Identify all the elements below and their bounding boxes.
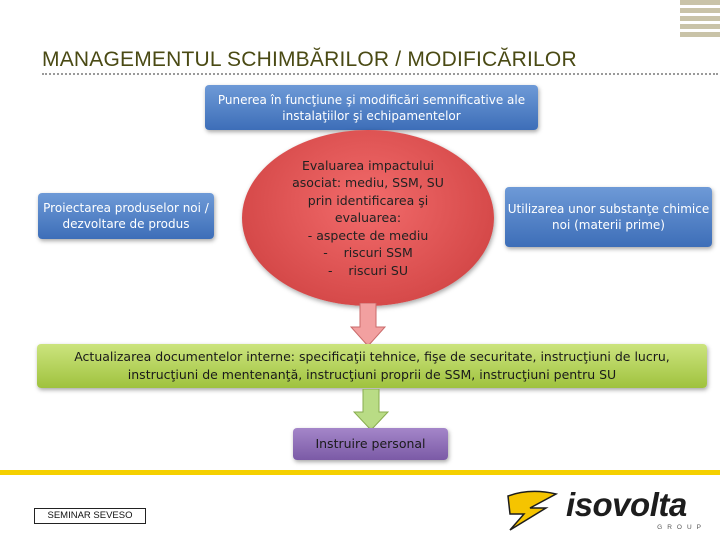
impact-line: - aspecte de mediu <box>307 227 429 243</box>
node-impact-assessment <box>242 130 494 306</box>
impact-assessment-text <box>292 157 444 280</box>
down-arrow-1 <box>350 303 386 347</box>
impact-line: evaluarea: <box>334 210 402 226</box>
impact-line: prin identificarea şi <box>307 192 429 208</box>
node-new-chemicals-label: Utilizarea unor substanţe chimice noi (materii prime) <box>507 202 710 232</box>
node-update-documents <box>37 344 707 388</box>
logo-wordmark: isovolta <box>566 486 687 523</box>
node-new-chemicals <box>505 187 712 247</box>
lightning-bolt-icon <box>500 486 562 532</box>
node-staff-training <box>293 428 448 460</box>
slide-title: MANAGEMENTUL SCHIMBĂRILOR / MODIFICĂRILOR <box>42 48 577 71</box>
node-new-product-design <box>38 193 214 239</box>
logo-group-label: GROUP <box>657 524 706 531</box>
corner-decoration <box>680 0 720 42</box>
staff-training-label: Instruire personal <box>315 436 426 451</box>
node-new-product-design-label: Proiectarea produselor noi / dezvoltare de produs <box>43 201 209 231</box>
seminar-label: SEMINAR SEVESO <box>34 508 146 524</box>
impact-line: Evaluarea impactului <box>301 157 434 173</box>
impact-line: asociat: mediu, SSM, SU <box>292 175 444 191</box>
down-arrow-2 <box>353 389 389 431</box>
node-commissioning <box>205 85 538 130</box>
update-documents-line: Actualizarea documentelor interne: specificaţii tehnice, fişe de securitate, instrucţiuni de lucru, <box>74 349 670 364</box>
footer-accent-bar <box>0 470 720 475</box>
node-commissioning-label: Punerea în funcţiune şi modificări semnificative ale instalaţiilor şi echipamentelor <box>217 92 526 123</box>
isovolta-logo <box>500 486 710 532</box>
update-documents-line: instrucţiuni de mentenanţă, instrucţiuni proprii de SSM, instrucţiuni pentru SU <box>127 367 617 382</box>
title-divider <box>42 73 718 75</box>
impact-line: - riscuri SU <box>328 262 408 278</box>
impact-line: - riscuri SSM <box>323 245 413 261</box>
